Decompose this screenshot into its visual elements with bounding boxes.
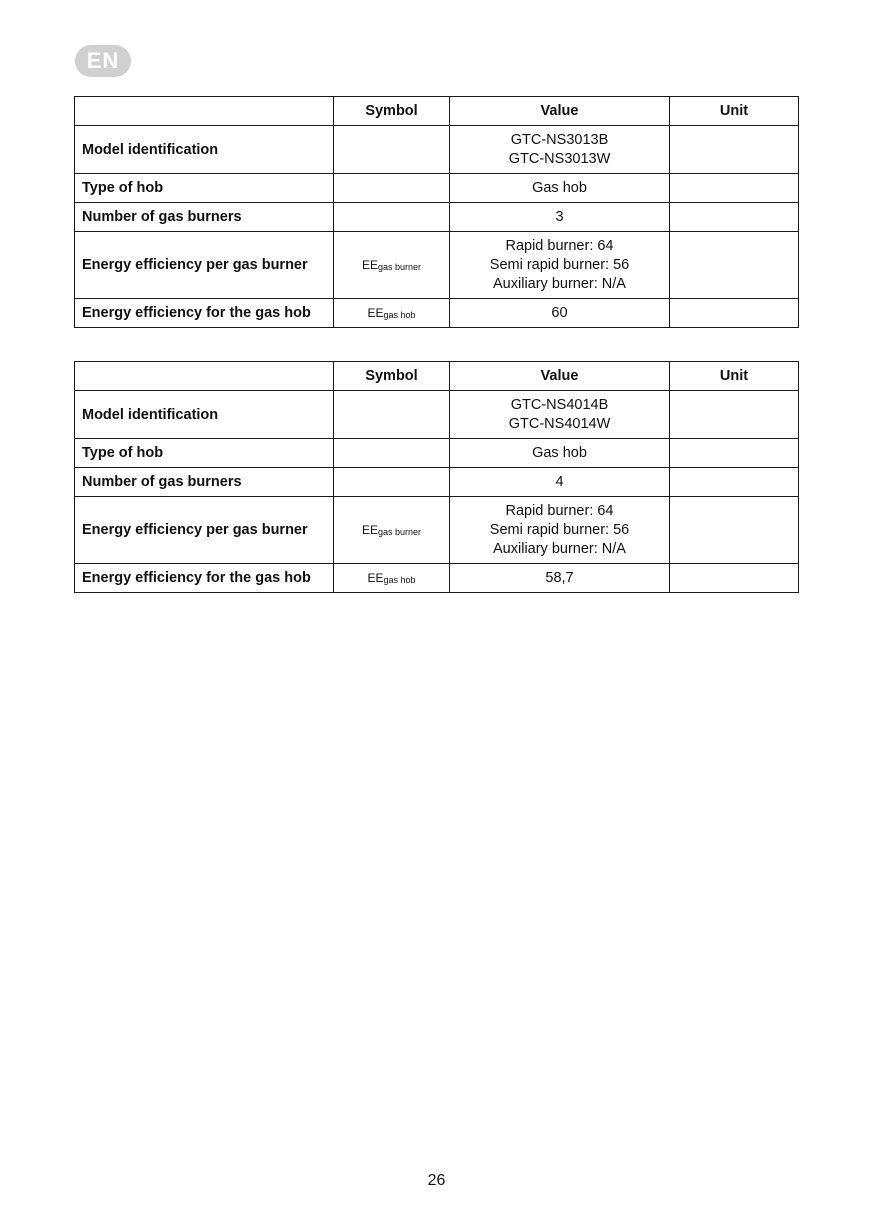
table-row — [75, 391, 799, 439]
value-line: Rapid burner: 64 — [505, 237, 614, 254]
header-value: Value — [450, 97, 670, 126]
row-unit — [670, 126, 799, 174]
row-value: Gas hob — [450, 174, 670, 203]
row-symbol — [334, 232, 450, 299]
header-unit: Unit — [670, 362, 799, 391]
value-line: GTC-NS3013W — [508, 150, 611, 167]
header-label — [75, 362, 334, 391]
symbol-main: EE — [361, 258, 378, 272]
value-line: Rapid burner: 64 — [505, 502, 614, 519]
row-value: Gas hob — [450, 439, 670, 468]
symbol-main: EE — [361, 523, 378, 537]
row-label: Type of hob — [75, 174, 334, 203]
row-unit — [670, 391, 799, 439]
row-label: Energy efficiency for the gas hob — [75, 564, 334, 593]
row-unit — [670, 299, 799, 328]
table-header-row — [75, 362, 799, 391]
row-unit — [670, 468, 799, 497]
row-label: Model identification — [75, 391, 334, 439]
value-line: GTC-NS4014W — [508, 415, 611, 432]
header-label — [75, 97, 334, 126]
row-symbol — [334, 439, 450, 468]
row-value — [450, 391, 670, 439]
value-line: Auxiliary burner: N/A — [493, 540, 626, 557]
table-row — [75, 564, 799, 593]
table-row — [75, 232, 799, 299]
table-row — [75, 174, 799, 203]
row-value — [450, 126, 670, 174]
row-label: Energy efficiency per gas burner — [75, 232, 334, 299]
value-line: Auxiliary burner: N/A — [493, 275, 626, 292]
row-symbol — [334, 126, 450, 174]
header-symbol: Symbol — [334, 362, 450, 391]
symbol-subscript: gas burner — [377, 262, 422, 272]
table-row — [75, 497, 799, 564]
row-unit — [670, 232, 799, 299]
row-value: 4 — [450, 468, 670, 497]
row-label: Energy efficiency per gas burner — [75, 497, 334, 564]
table-header-row — [75, 97, 799, 126]
row-value: 3 — [450, 203, 670, 232]
symbol-main: EE — [367, 571, 384, 585]
row-symbol — [334, 468, 450, 497]
row-symbol — [334, 299, 450, 328]
row-value — [450, 232, 670, 299]
table-row — [75, 299, 799, 328]
row-unit — [670, 497, 799, 564]
row-label: Type of hob — [75, 439, 334, 468]
header-unit: Unit — [670, 97, 799, 126]
table-row — [75, 439, 799, 468]
row-unit — [670, 439, 799, 468]
symbol-subscript: gas hob — [383, 575, 416, 585]
row-label: Energy efficiency for the gas hob — [75, 299, 334, 328]
row-unit — [670, 174, 799, 203]
header-value: Value — [450, 362, 670, 391]
table-row — [75, 203, 799, 232]
row-label: Number of gas burners — [75, 468, 334, 497]
spec-table-2 — [74, 361, 799, 593]
row-value: 58,7 — [450, 564, 670, 593]
table-row — [75, 126, 799, 174]
table-row — [75, 468, 799, 497]
spec-table-1 — [74, 96, 799, 328]
header-symbol: Symbol — [334, 97, 450, 126]
symbol-subscript: gas hob — [383, 310, 416, 320]
value-line: Semi rapid burner: 56 — [489, 521, 630, 538]
symbol-main: EE — [367, 306, 384, 320]
page-number: 26 — [427, 1172, 446, 1189]
row-symbol — [334, 174, 450, 203]
value-line: GTC-NS3013B — [510, 131, 609, 148]
row-unit — [670, 564, 799, 593]
row-value: 60 — [450, 299, 670, 328]
row-symbol — [334, 564, 450, 593]
row-symbol — [334, 391, 450, 439]
value-line: Semi rapid burner: 56 — [489, 256, 630, 273]
row-label: Number of gas burners — [75, 203, 334, 232]
language-badge: EN — [75, 45, 131, 77]
row-symbol — [334, 203, 450, 232]
value-line: GTC-NS4014B — [510, 396, 609, 413]
row-symbol — [334, 497, 450, 564]
row-value — [450, 497, 670, 564]
symbol-subscript: gas burner — [377, 527, 422, 537]
row-label: Model identification — [75, 126, 334, 174]
row-unit — [670, 203, 799, 232]
